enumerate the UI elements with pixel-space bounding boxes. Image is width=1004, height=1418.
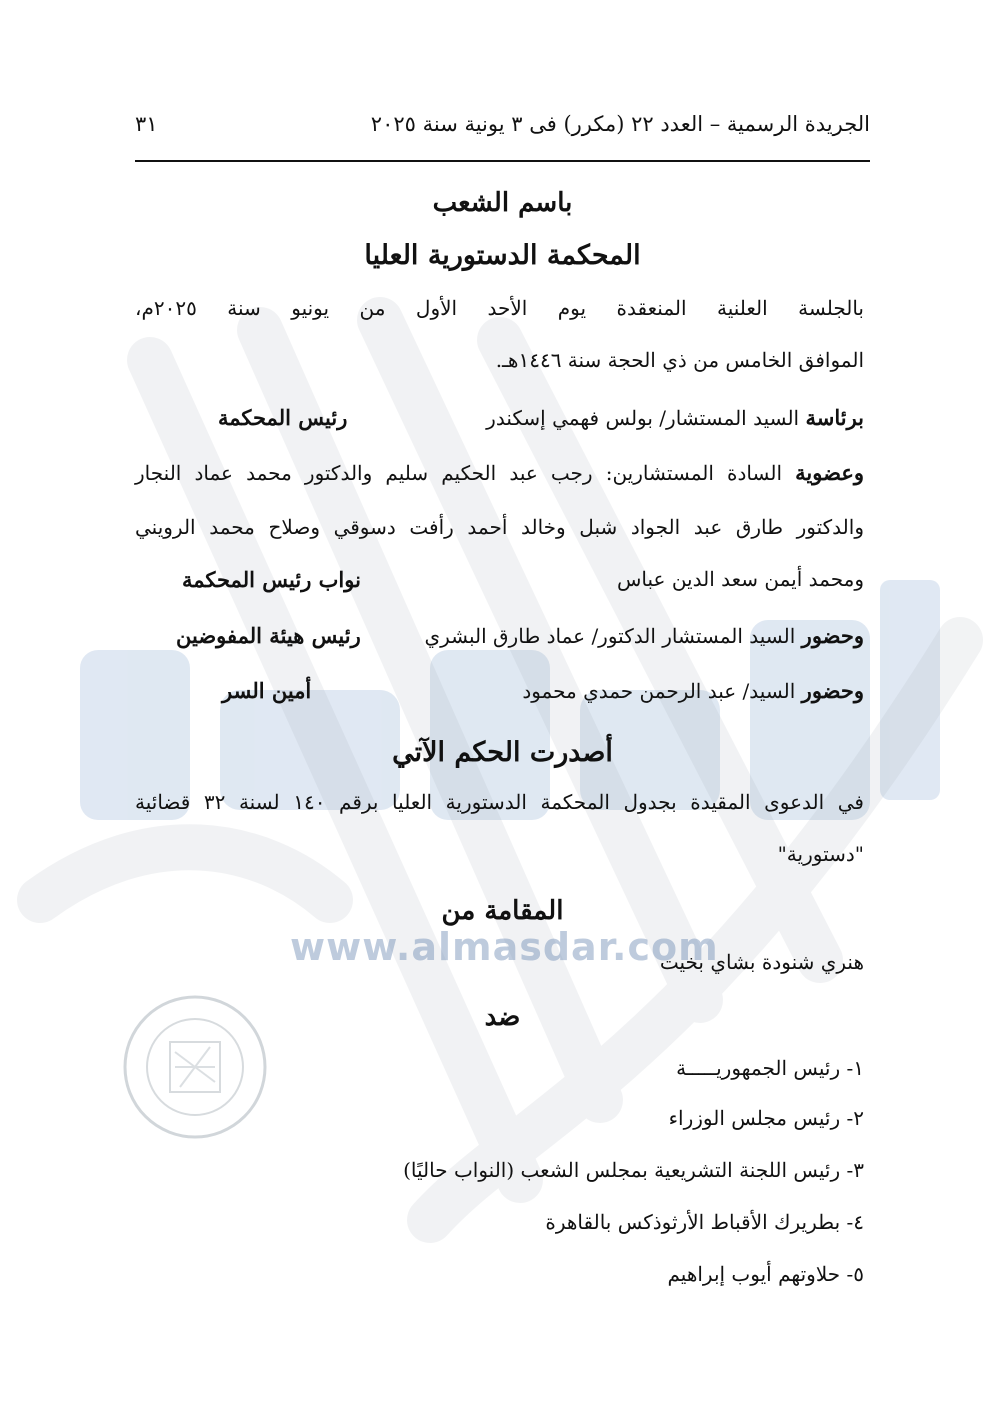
header-divider [135,160,870,162]
defendant-item: ٤- بطريرك الأقباط الأرثوذكس بالقاهرة [545,1210,864,1234]
defendant-item: ٣- رئيس اللجنة التشريعية بمجلس الشعب (النواب حاليًا) [403,1158,864,1182]
heading-against: ضد [484,1002,521,1032]
page-number: ٣١ [135,112,158,136]
presidency-role: رئيس المحكمة [218,405,348,430]
membership-line-1 [135,460,864,485]
defendant-item: ٢- رئيس مجلس الوزراء [668,1106,864,1130]
page-header [135,112,870,144]
gazette-title: الجريدة الرسمية – العدد ٢٢ (مكرر) فى ٣ يونية سنة ٢٠٢٥ [370,112,870,136]
membership-role: نواب رئيس المحكمة [182,567,361,592]
presidency-prefix: برئاسة [805,405,864,430]
membership-text-1: السادة المستشارين: رجب عبد الحكيم سليم والدكتور محمد عماد النجار [135,461,783,485]
membership-prefix: وعضوية [795,460,865,485]
case-line-1: في الدعوى المقيدة بجدول المحكمة الدستورية العليا برقم ١٤٠ لسنة ٣٢ قضائية [135,790,864,814]
session-line-1: بالجلسة العلنية المنعقدة يوم الأحد الأول من يونيو سنة ٢٠٢٥م، [135,296,865,320]
attendance-text-2: السيد/ عبد الرحمن حمدي محمود [522,679,796,703]
heading-filed-by: المقامة من [441,896,564,926]
attendance-role-1: رئيس هيئة المفوضين [176,623,361,648]
attendance-prefix-2: وحضور [801,678,864,703]
attendance-role-2: أمين السر [222,678,312,703]
session-line-2: الموافق الخامس من ذي الحجة سنة ١٤٤٦هـ. [495,348,864,372]
plaintiff-name: هنري شنودة بشاي بخيت [659,950,864,974]
defendant-item: ٥- حلاوتهم أيوب إبراهيم [667,1262,864,1286]
membership-line-2: والدكتور طارق عبد الجواد شبل وخالد أحمد رأفت دسوقي وصلاح محمد الرويني [135,515,864,539]
membership-line-3: ومحمد أيمن سعد الدين عباس [616,567,864,591]
presidency-text: السيد المستشار/ بولس فهمي إسكندر [486,406,800,430]
watermark-url: www.almasdar.com [290,925,719,969]
heading-in-the-name-of-the-people: باسم الشعب [432,188,573,218]
case-line-2: "دستورية" [777,842,864,866]
attendance-prefix-1: وحضور [801,623,864,648]
attendance-text-1: السيد المستشار الدكتور/ عماد طارق البشري [424,624,796,648]
heading-ruling-issued: أصدرت الحكم الآتي [392,737,613,768]
heading-court-name: المحكمة الدستورية العليا [364,240,641,271]
defendant-item: ١- رئيس الجمهوريـــــة [676,1056,864,1080]
